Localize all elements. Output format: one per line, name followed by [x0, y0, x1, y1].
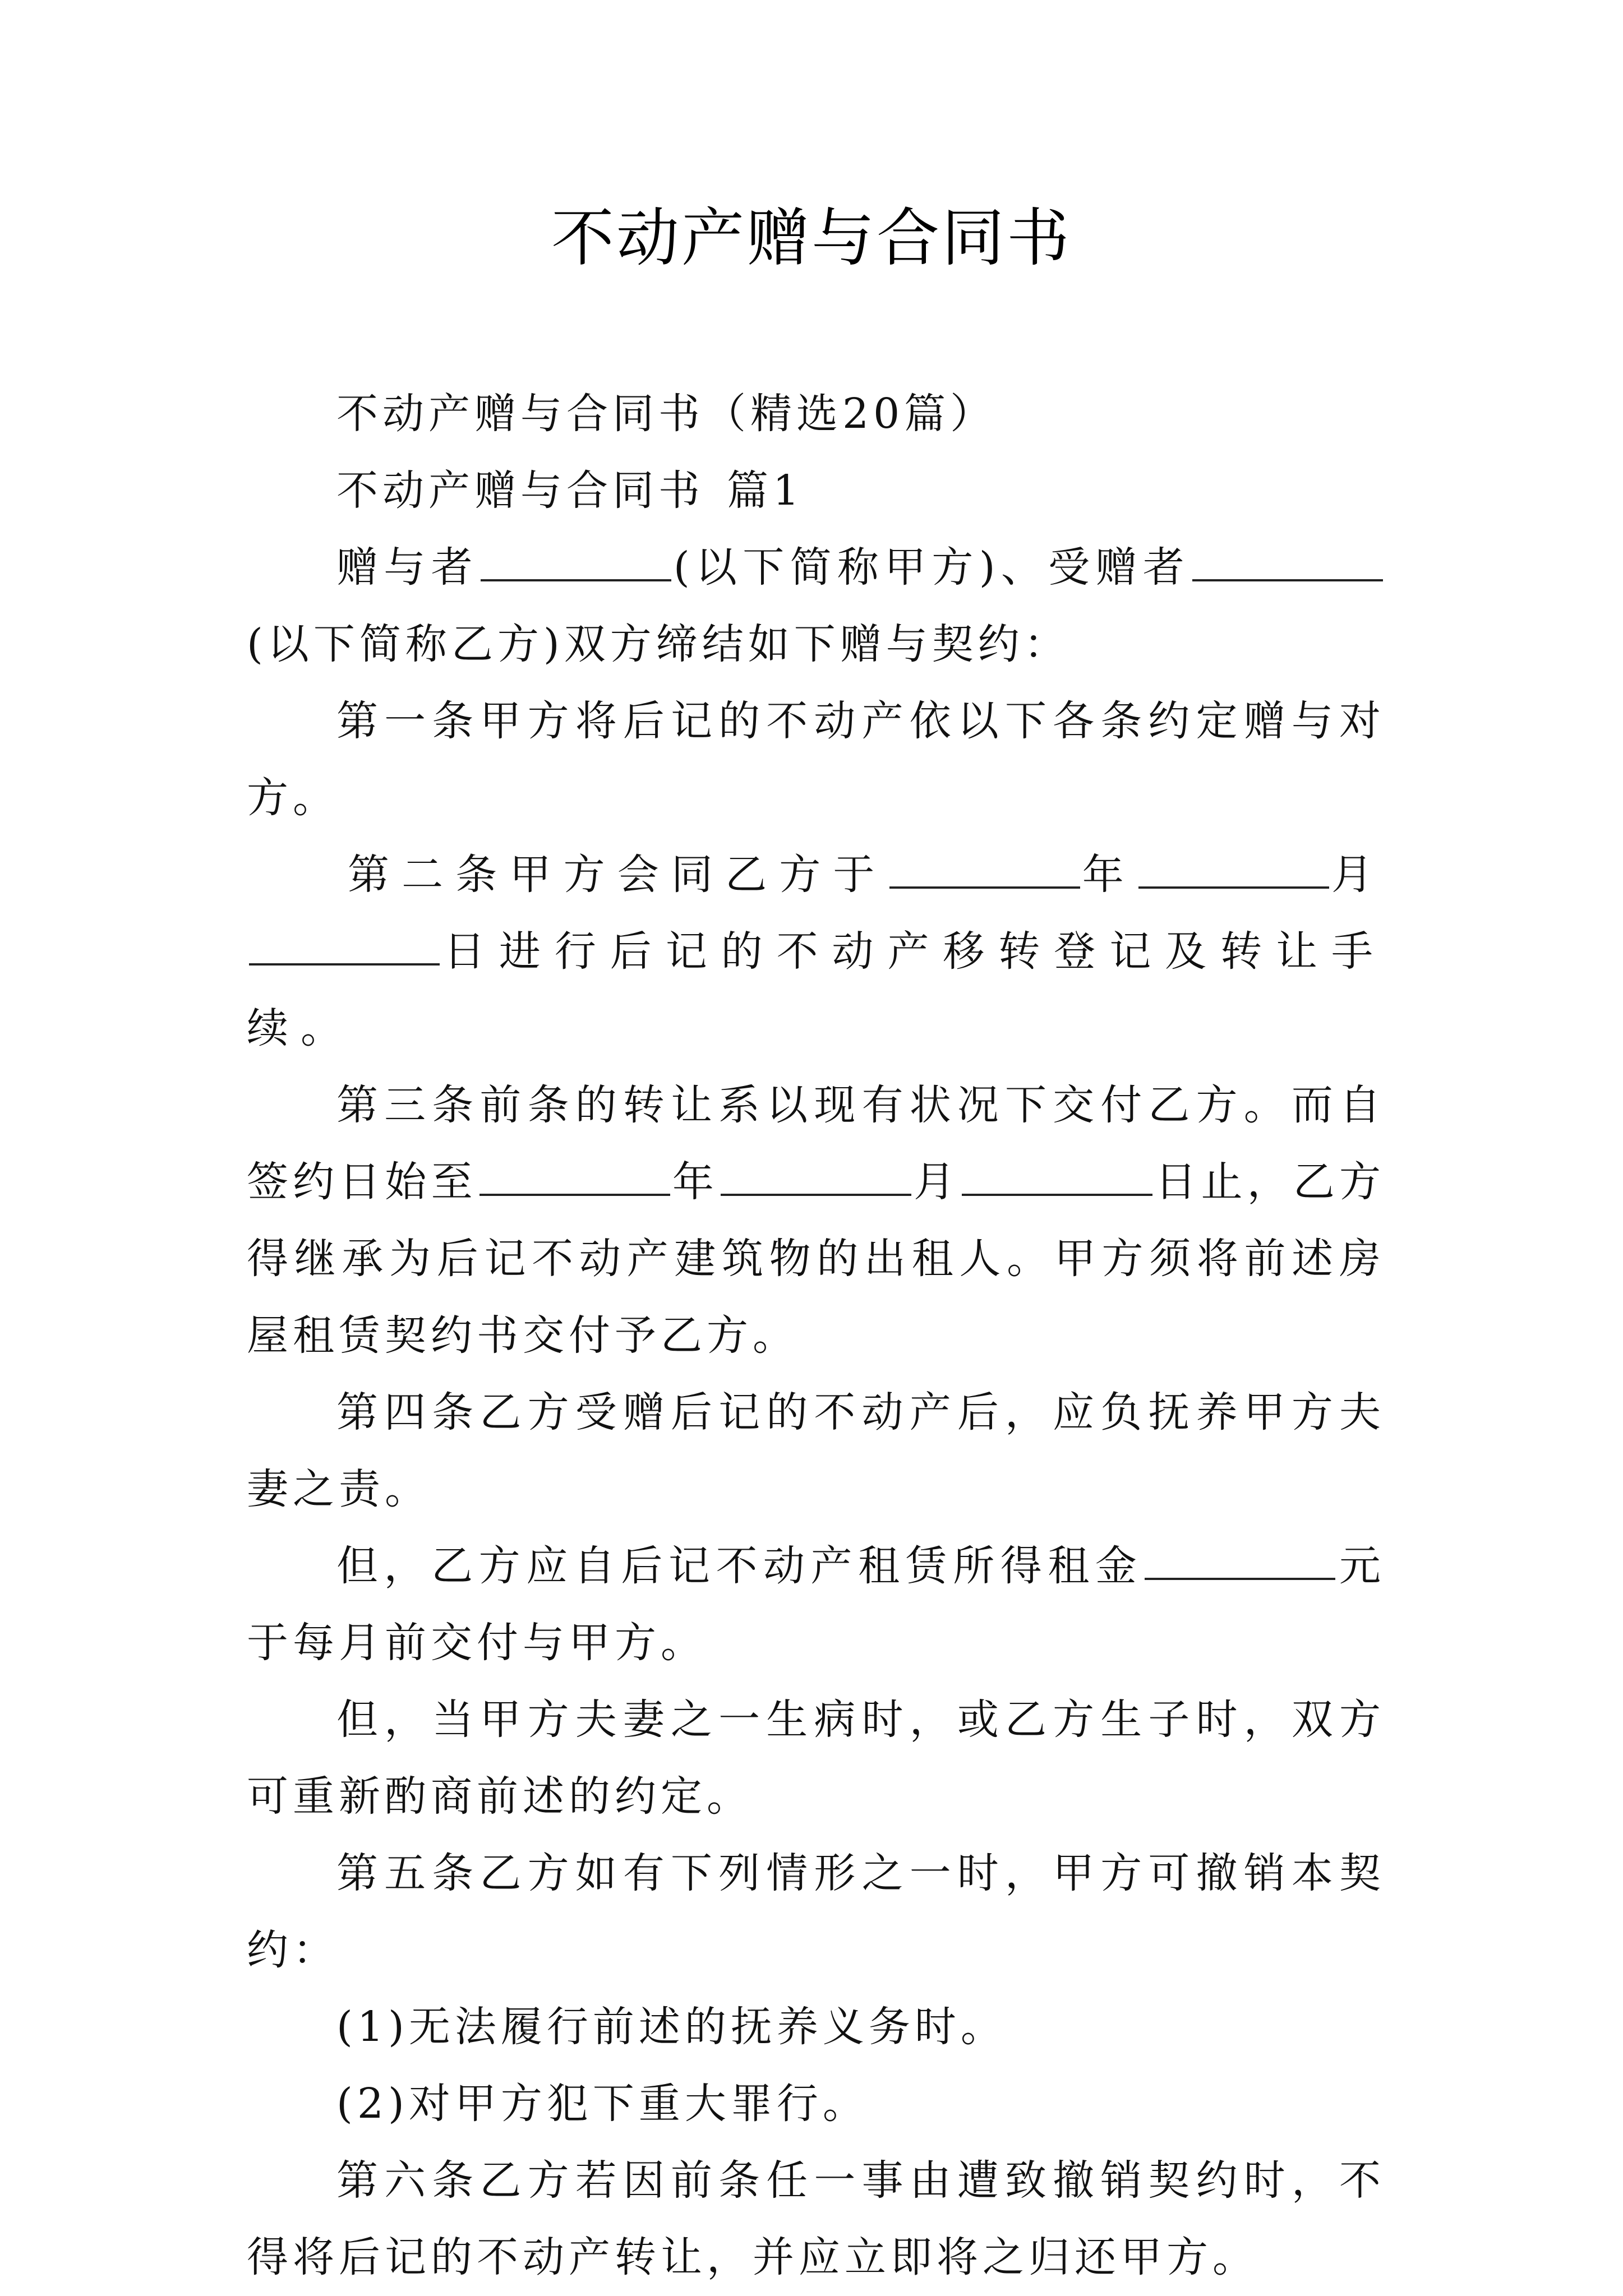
blank-line	[479, 1193, 670, 1196]
paragraph-text: 第二条甲方会同乙方于	[348, 851, 887, 899]
paragraph-text: 第三条前条的转让系以现有状况下交付乙方。而自签约日始至	[247, 1081, 1385, 1206]
document-body	[247, 376, 1385, 2296]
paragraph-text: 月	[914, 1158, 960, 1206]
blank-line	[1145, 1577, 1335, 1580]
paragraph-text: 赠与者	[336, 543, 478, 592]
blank-line	[481, 579, 671, 581]
paragraph-rent	[247, 1528, 1385, 1681]
paragraph-item-2: (2)对甲方犯下重大罪行。	[336, 2080, 869, 2128]
paragraph-text: 元于每月前交付与甲方。	[247, 1542, 1386, 1667]
paragraph-article-4: 第四条乙方受赠后记的不动产后，应负抚养甲方夫妻之责。	[247, 1388, 1385, 1513]
blank-line	[721, 1193, 911, 1196]
blank-line	[1192, 579, 1383, 581]
paragraph-text: (以下简称甲方)、受赠者	[673, 543, 1190, 592]
blank-line	[889, 886, 1080, 889]
paragraph-article-6: 第六条乙方若因前条任一事由遭致撤销契约时，不得将后记的不动产转让，并应立即将之归还甲方。	[247, 2156, 1385, 2281]
section-number: 篇1	[727, 466, 804, 515]
blank-line	[249, 963, 440, 965]
paragraph-text: 年	[1082, 851, 1136, 899]
paragraph-article-5: 第五条乙方如有下列情形之一时，甲方可撤销本契约：	[247, 1849, 1385, 1974]
paragraph-text: (以下简称乙方)双方缔结如下赠与契约：	[247, 620, 1070, 668]
section-heading-line	[247, 452, 1385, 529]
paragraph-text: 但，乙方应自后记不动产租赁所得租金	[336, 1542, 1143, 1590]
paragraph-text: 月	[1331, 851, 1386, 899]
paragraph-text: 日止，乙方得继承为后记不动产建筑物的出租人。甲方须将前述房屋租赁契约书交付予乙方。	[247, 1158, 1386, 1360]
paragraph-article-1: 第一条甲方将后记的不动产依以下各条约定赠与对方。	[247, 697, 1385, 822]
paragraph-text: 日进行后记的不动产移转登记及转让手续。	[247, 927, 1385, 1052]
section-heading: 不动产赠与合同书	[336, 466, 704, 515]
blank-line	[962, 1193, 1152, 1196]
paragraph-parties	[247, 529, 1385, 683]
paragraph-renegotiate: 但，当甲方夫妻之一生病时，或乙方生子时，双方可重新酌商前述的约定。	[247, 1696, 1385, 1821]
paragraph-article-2	[247, 837, 1385, 1067]
paragraph-item-1: (1)无法履行前述的抚养义务时。	[336, 2003, 1007, 2051]
paragraph-article-3	[247, 1067, 1385, 1374]
document-title: 不动产赠与合同书	[551, 202, 1072, 275]
subtitle-line: 不动产赠与合同书（精选20篇）	[336, 390, 997, 438]
blank-line	[1138, 886, 1329, 889]
paragraph-text: 年	[672, 1158, 719, 1206]
